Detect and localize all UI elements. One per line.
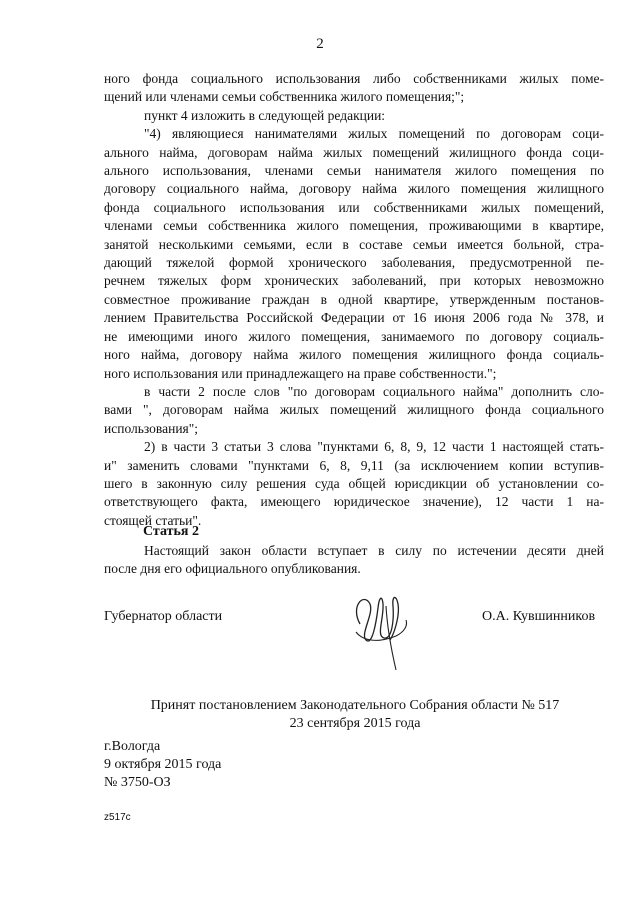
text-line: ного найма, договору найма жилого помещения жилищного фонда социаль- [104,347,604,363]
document-code: z517c [104,812,131,823]
text-line: не имеющими иного жилого помещения, занимаемого по договору социаль- [104,328,604,344]
text-line: совместное проживание граждан в одной квартире, утвержденным постанов- [104,291,604,307]
text-line: шего в законную силу решения суда общей юрисдикции об установлении со- [104,475,604,491]
text-line: стоящей статьи". [104,512,202,528]
text-line: после дня его официального опубликования. [104,561,361,577]
text-line: дающий тяжелой формой хронического заболевания, предусмотренной пе- [104,255,604,271]
text-line: пункт 4 изложить в следующей редакции: [144,107,386,123]
law-amendments-text [104,70,604,530]
text-line: договору социального найма, договору найма жилого помещения жилищного [104,181,604,197]
text-line: использования"; [104,420,199,436]
text-line: членами семьи собственника жилого помещения, проживающими в квартире, [104,218,604,234]
paragraph-2 [104,107,604,125]
paragraph-1 [104,70,604,107]
text-line: щений или членами семьи собственника жилого помещения;"; [104,89,465,105]
signature-image [346,584,416,674]
paragraph-4 [104,383,604,438]
text-line: в части 2 после слов "по договорам социального найма" дополнить сло- [144,383,604,399]
text-line: занятой несколькими семьями, если в составе семьи имеется больной, стра- [104,236,604,252]
text-line: ответствующего факта, имеющего юридическое значение), 12 части 1 на- [104,494,604,510]
signing-date: 9 октября 2015 года [104,757,222,772]
text-line: и" заменить словами "пунктами 6, 8, 9,11 (за исключением копии вступив- [104,457,604,473]
text-line: лением Правительства Российской Федерации от 16 июня 2006 года № 378, и [104,310,604,326]
text-line: ного фонда социального использования либо собственниками жилых поме- [104,71,604,86]
city: г.Вологда [104,739,161,754]
text-line: "4) являющиеся нанимателями жилых помещений по договорам соци- [144,126,604,142]
text-line: вами ", договорам найма жилых помещений жилищного фонда социального [104,402,604,418]
place-and-date [104,738,221,792]
law-number: № 3750-ОЗ [104,775,171,790]
adoption-line: Принят постановлением Законодательного Собрания области № 517 [150,698,560,713]
text-line: ального использования, членами семьи нанимателя жилого помещения по [104,163,604,179]
article-title: Статья 2 [143,524,199,539]
adoption-date: 23 сентября 2015 года [289,716,421,731]
text-line: речнем тяжелых форм хронических заболеваний, при которых невозможно [104,273,604,289]
text-line: ального найма, договорам найма жилых помещений жилищного фонда соци- [104,144,604,160]
text-line: 2) в части 3 статьи 3 слова "пунктами 6, 8, 9, 12 части 1 настоящей стать- [144,439,604,455]
article-body [104,542,604,579]
signatory-name: О.А. Кувшинников [482,609,596,624]
text-line: фонда социального использования или собственниками жилых помещений, [104,199,604,215]
text-line: Настоящий закон области вступает в силу по истечении десяти дней [144,543,604,558]
text-line: ного использования или принадлежащего на праве собственности."; [104,365,497,381]
paragraph-5 [104,438,604,530]
paragraph-3 [104,125,604,383]
signatory-position: Губернатор области [104,609,223,624]
page-number: 2 [316,36,324,52]
adoption-statement [0,697,640,733]
